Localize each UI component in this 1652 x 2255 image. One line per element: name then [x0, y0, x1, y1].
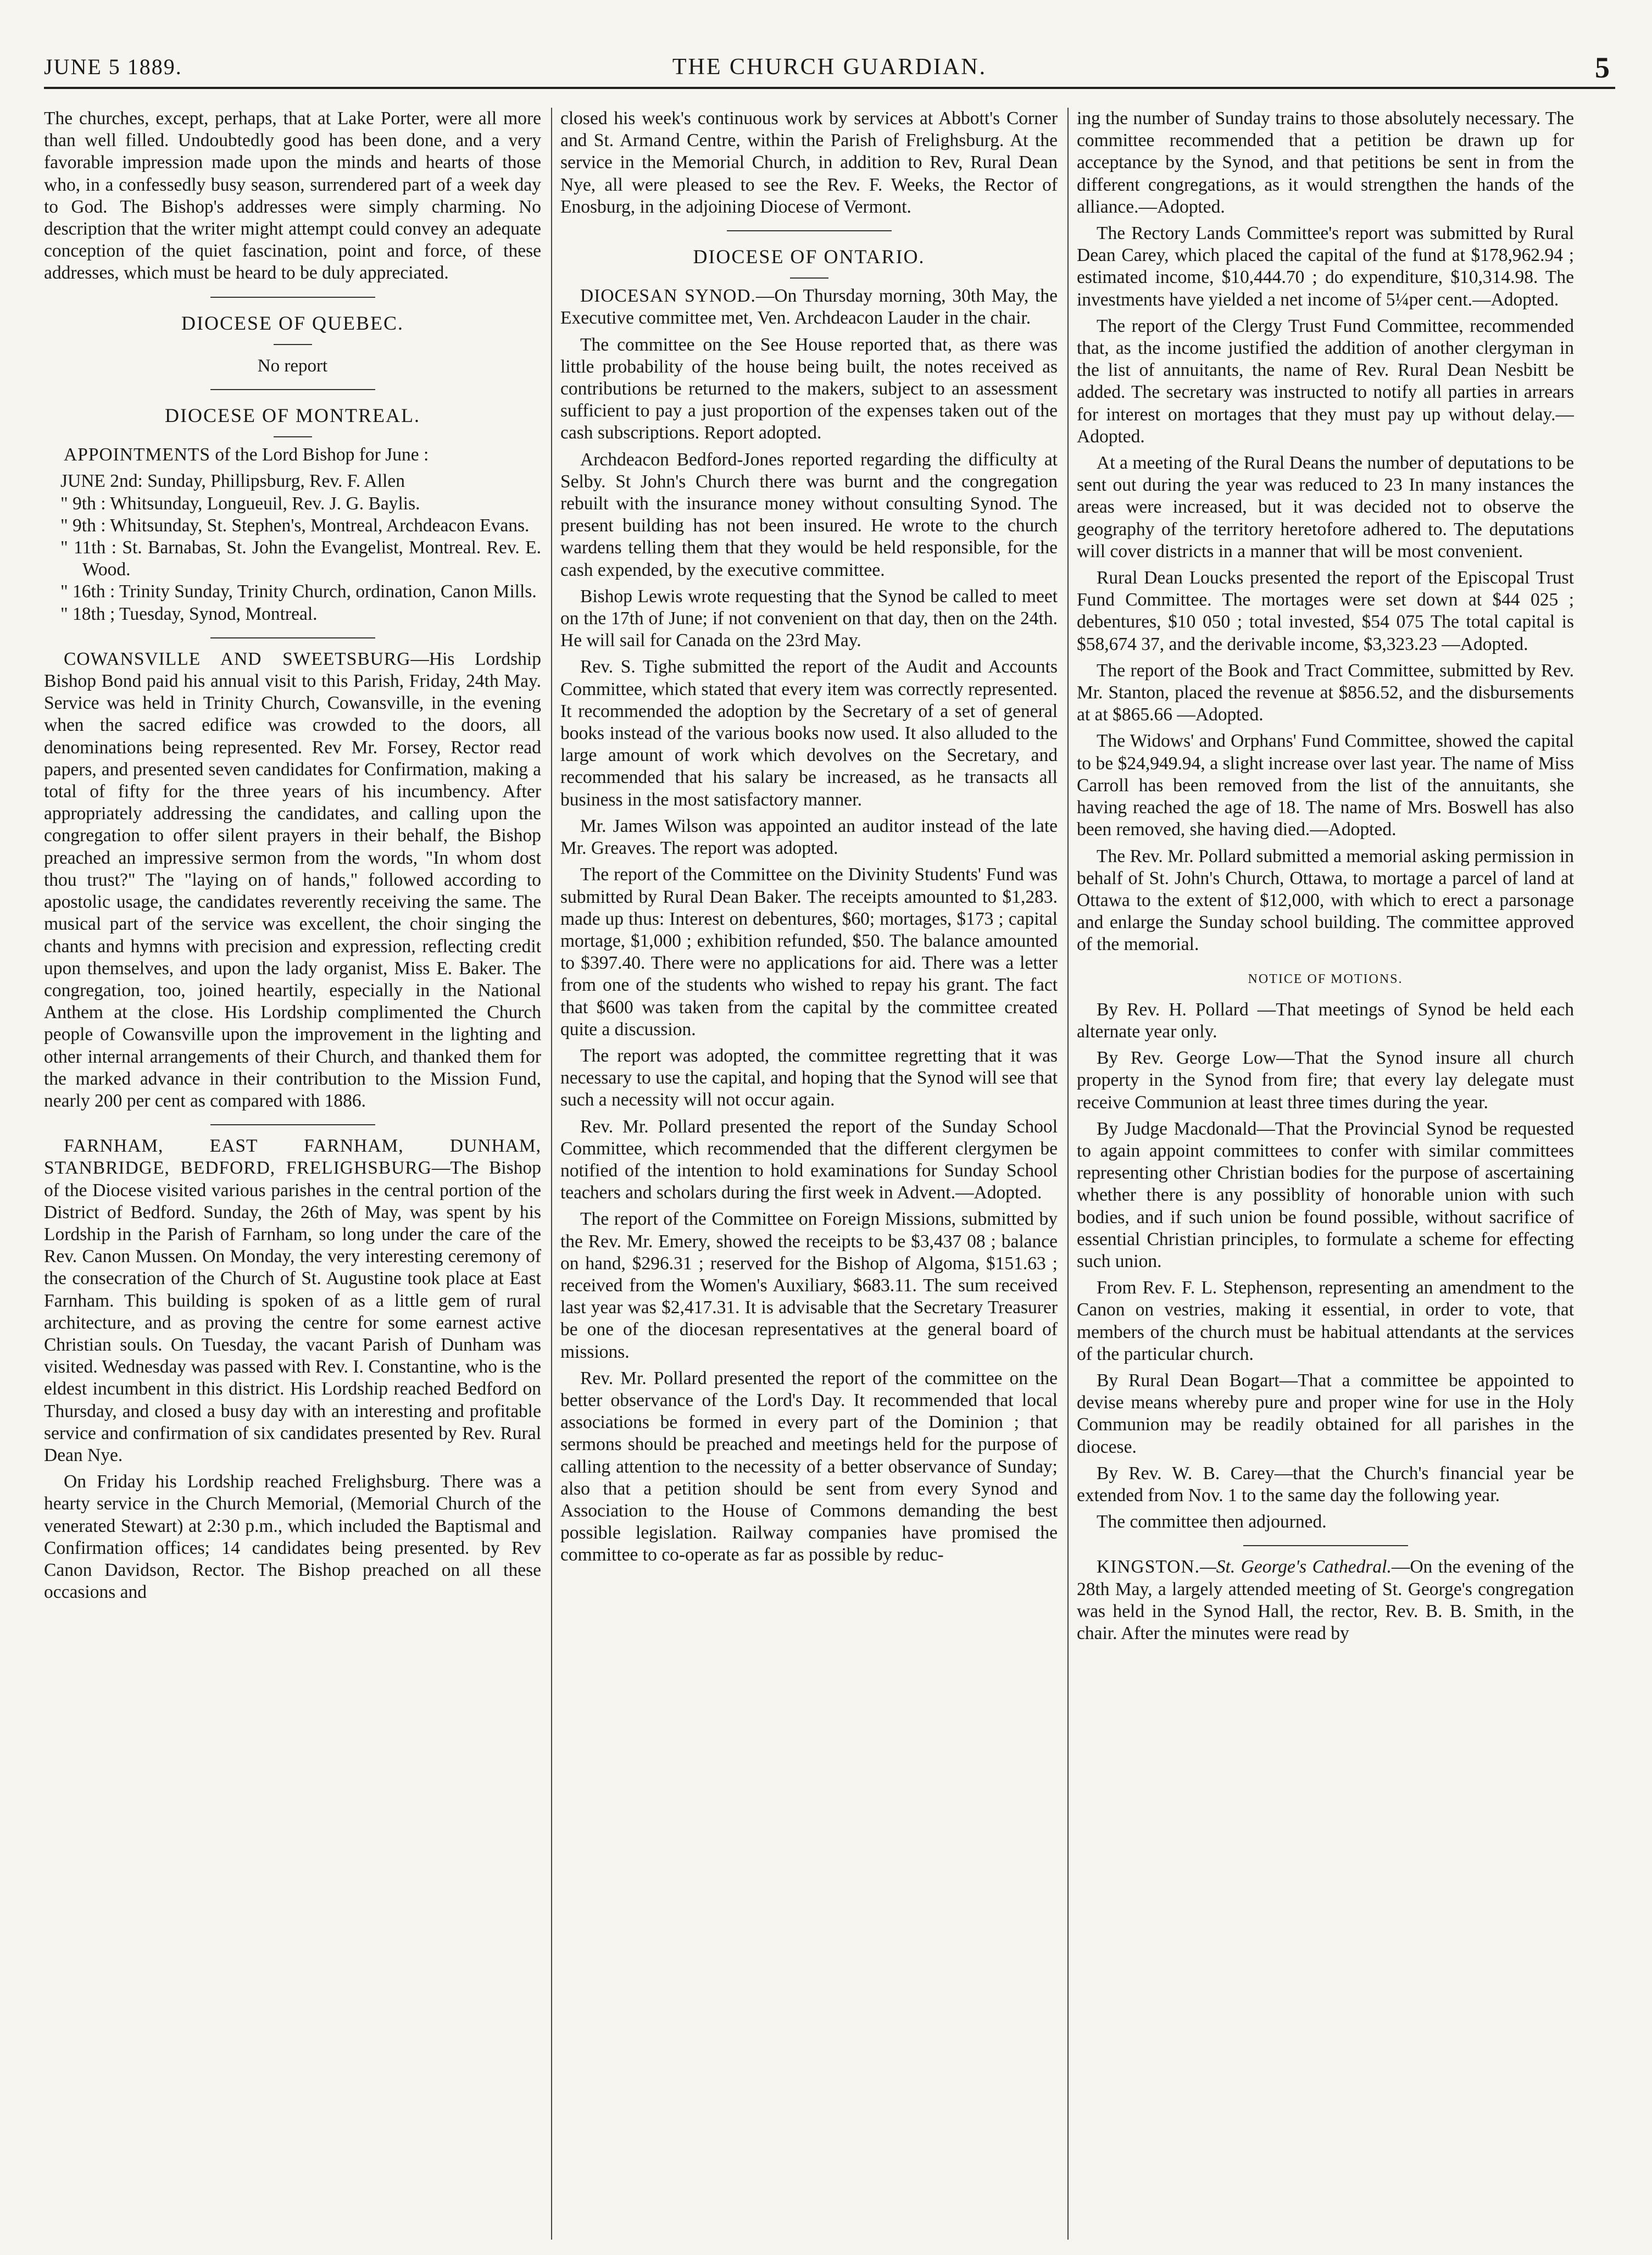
motion-item: By Rev. George Low—That the Synod insure all church property in the Synod from fire; that every lay delegate must receive Communion at least three times during the year. — [1077, 1048, 1574, 1113]
column-1 — [44, 108, 541, 2240]
section-heading-quebec: DIOCESE OF QUEBEC. — [181, 312, 404, 334]
article-synod — [560, 285, 1058, 329]
article-paragraph: The report of the Committee on Foreign Missions, submitted by the Rev. Mr. Emery, showed the receipts to be $3,437 08 ; balance on hand, $296.31 ; reserved for the Bishop of Algoma, $151.63 ; received from the Women's Auxiliary, $683.11. The sum received last year was $2,417.31. It is advisable that the Secretary Treasurer be one of the diocesan representatives at the general board of missions. — [560, 1209, 1058, 1362]
article-paragraph: Bishop Lewis wrote requesting that the Synod be called to meet on the 17th of June; if not convenient on that day, then on the 24th. He will sail for Canada on the 23rd May. — [560, 586, 1058, 651]
article-text: —On the evening of the 28th May, a largely attended meeting of St. George's congregation was held in the Synod Hall, the rector, Rev. B. B. Smith, in the chair. After the minutes were read by — [1077, 1557, 1574, 1643]
section-divider — [210, 637, 375, 638]
article-paragraph: Rev. Mr. Pollard presented the report of the Sunday School Committee, which recommended that the different clergymen be notified of the intention to hold examinations for Sunday School teachers and scholars during the first week in Advent.—Adopted. — [560, 1116, 1058, 1203]
motion-item: From Rev. F. L. Stephenson, representing an amendment to the Canon on vestries, making it essential, in order to vote, that members of the church must be habitual attendants at the services of the particular church. — [1077, 1278, 1574, 1364]
article-paragraph: Rev. Mr. Pollard presented the report of the committee on the better observance of the Lord's Day. It recommended that local associations be formed in every part of the Dominion ; that sermons should be preached and meetings held for the purpose of calling attention to the necessity of a better observance of Sunday; also that a petition should be sent from every Synod and Association to the House of Commons demanding the best possible legislation. Railway companies have promised the committee to co-operate as far as possible by reduc- — [560, 1368, 1058, 1565]
article-cowansville — [44, 648, 541, 1112]
motions-heading: NOTICE OF MOTIONS. — [1248, 971, 1403, 986]
page-header — [44, 51, 1615, 89]
appointments-intro — [44, 444, 541, 466]
article-paragraph: The report was adopted, the committee regretting that it was necessary to use the capital, and hoping that the Synod will see that such a necessity will not occur again. — [560, 1045, 1058, 1110]
section-divider — [210, 389, 375, 390]
motion-item: By Rural Dean Bogart—That a committee be appointed to devise means whereby pure and proper wine for use in the Holy Communion may be readily obtained for all parishes in the diocese. — [1077, 1370, 1574, 1457]
article-paragraph: The report of the Committee on the Divinity Students' Fund was submitted by Rural Dean Baker. The receipts amounted to $1,283. made up thus: Interest on debentures, $60; mortages, $173 ; capital mortage, $1,000 ; exhibition refunded, $50. The balance amounted to $397.40. There were no applications for aid. There was a letter from one of the students who wished to repay his grant. The fact that $600 was taken from the capital by the committee created quite a discussion. — [560, 864, 1058, 1040]
column-2 — [560, 108, 1058, 2240]
article-kingston — [1077, 1556, 1574, 1645]
appointment-item: " 9th : Whitsunday, Longueuil, Rev. J. G. Baylis. — [60, 493, 420, 514]
article-text: —His Lordship Bishop Bond paid his annual visit to this Parish, Friday, 24th May. Service was held in Trinity Church, Cowansville, in the evening when the sacred edifice was crowded to the doors, all denominations being represented. Rev Mr. Forsey, Rector read papers, and presented seven candidates for Confirmation, making a total of fifty for the three years of his incumbency. After appropriately addressing the candidates, and calling upon the congregation to offer silent prayers in their behalf, the Bishop preached an impressive sermon from the words, "In whom dost thou trust?" The "laying on of hands," followed according to apostolic usage, the candidates reverently receiving the same. The musical part of the service was excellent, the choir singing the chants and hymns with precision and expression, reflecting credit upon themselves, and upon the lady organist, Miss E. Baker. The congregation, too, joined heartily, especially in the National Anthem at the close. His Lordship complimented the Church people of Cowansville upon the improvement in the lighting and other internal arrangements of their Church, and thanked them for the marked advance in their contribution to the Mission Fund, nearly 200 per cent as compared with 1886. — [44, 648, 541, 1111]
article-lead: DIOCESAN SYNOD. — [580, 286, 756, 307]
motion-item: The committee then adjourned. — [1097, 1512, 1327, 1532]
article-paragraph: The committee on the See House reported that, as there was little probability of the house being built, the notes received as contributions be returned to the makers, subject to an assessment sufficient to pay a just proportion of the expenses taken out of the cash subscriptions. Report adopted. — [560, 334, 1058, 443]
article-text: —The Bishop of the Diocese visited various parishes in the central portion of the District of Bedford. Sunday, the 26th of May, was spent by his Lordship in the Parish of Farnham, so long under the care of the Rev. Canon Mussen. On Monday, the very interesting ceremony of the consecration of the Church of St. Augustine took place at East Farnham. This building is spoken of as a little gem of rural architecture, and as proving the centre for some earnest active Christian souls. On Tuesday, the vacant Parish of Dunham was visited. Wednesday was passed with Rev. I. Constantine, who is the eldest incumbent in this district. His Lordship reached Bedford on Thursday, and closed a busy day with an interesting and profitable service and confirmation of six candidates presented by Rev. Rural Dean Nye. — [44, 1158, 541, 1465]
motion-item: By Rev. W. B. Carey—that the Church's financial year be extended from Nov. 1 to the same day the following year. — [1077, 1463, 1574, 1506]
section-divider — [210, 297, 375, 298]
page-number: 5 — [1595, 51, 1610, 84]
section-divider — [274, 436, 312, 437]
quebec-report-note: No report — [257, 356, 328, 376]
appointment-item: " 18th ; Tuesday, Synod, Montreal. — [60, 603, 318, 624]
article-paragraph: The report of the Book and Tract Committee, submitted by Rev. Mr. Stanton, placed the revenue at $856.52, and the disbursements at at $865.66 —Adopted. — [1077, 660, 1574, 725]
appointment-item: " 11th : St. Barnabas, St. John the Evangelist, Montreal. Rev. E. Wood. — [60, 537, 541, 580]
article-paragraph: Archdeacon Bedford-Jones reported regarding the difficulty at Selby. St John's Church there was burnt and the congregation rebuilt with the insurance money without consulting Synod. The present building has not been insured. He wrote to the church wardens telling them that they would be held responsible, for the cash expended, by the executive committee. — [560, 449, 1058, 580]
article-paragraph: At a meeting of the Rural Deans the number of deputations to be sent out during the year was reduced to 23 In many instances the areas were increased, but it was decided not to observe the geography of the territory heretofore adhered to. The deputations will cover districts in a manner that will be most convenient. — [1077, 453, 1574, 562]
appointment-item: " 9th : Whitsunday, St. Stephen's, Montreal, Archdeacon Evans. — [60, 515, 530, 536]
article-lead: COWANSVILLE AND SWEETSBURG — [64, 648, 411, 669]
appointment-item: " 16th : Trinity Sunday, Trinity Church, ordination, Canon Mills. — [60, 581, 537, 602]
appointments-intro-text: of the Lord Bishop for June : — [215, 445, 429, 465]
article-paragraph: On Friday his Lordship reached Frelighsburg. There was a hearty service in the Church Memorial, (Memorial Church of the venerated Stewart) at 2:30 p.m., which included the Baptismal and Confirmation offices; 14 candidates being presented. by Rev Canon Davidson, Rector. The Bishop preached on all these occasions and — [44, 1471, 541, 1603]
section-heading-montreal: DIOCESE OF MONTREAL. — [164, 404, 420, 427]
article-paragraph: The Rectory Lands Committee's report was submitted by Rural Dean Carey, which placed the capital of the fund at $178,962.94 ; estimated income, $10,444.70 ; do expenditure, $10,314.98. The investments have yielded a net income of 5¼per cent.—Adopted. — [1077, 223, 1574, 310]
article-paragraph: The report of the Clergy Trust Fund Committee, recommended that, as the income justified the addition of another clergyman in the list of annuitants, the name of Rev. Rural Dean Nesbitt be added. The secretary was instructed to notify all parties in arrears for interest on mortages that they must pay up without delay.—Adopted. — [1077, 315, 1574, 447]
article-lead: KINGSTON. — [1097, 1557, 1200, 1578]
issue-date: JUNE 5 1889. — [44, 54, 182, 79]
appointments-lead: APPOINTMENTS — [64, 445, 210, 465]
article-paragraph: The churches, except, perhaps, that at Lake Porter, were all more than well filled. Undoubtedly good has been done, and a very favorable impression made upon the minds and hearts of those who, in a confessedly busy season, surrendered part of a week day to God. The Bishop's addresses were simply charming. No description that the writer might attempt could convey an adequate conception of the quiet fascination, point and force, of these addresses, which must be heard to be duly appreciated. — [44, 108, 541, 284]
article-subtitle: —St. George's Cathedral. — [1199, 1557, 1392, 1578]
section-heading-ontario: DIOCESE OF ONTARIO. — [693, 246, 925, 268]
section-divider — [727, 230, 892, 231]
article-farnham — [44, 1135, 541, 1467]
article-paragraph: Rev. S. Tighe submitted the report of the Audit and Accounts Committee, which stated that every item was correctly represented. It recommended the adoption by the Secretary of a set of general books instead of the various books now used. It also alluded to the large amount of work which devolves on the Secretary, and recommended that his salary be increased, as he transacts all business in the most satisfactory manner. — [560, 657, 1058, 810]
article-paragraph: The Widows' and Orphans' Fund Committee, showed the capital to be $24,949.94, a slight increase over last year. The name of Miss Carroll has been removed from the list of the annuitants, she having reached the age of 18. The name of Mrs. Boswell has also been removed, she having died.—Adopted. — [1077, 731, 1574, 840]
column-rule — [551, 108, 552, 2240]
article-paragraph: Mr. James Wilson was appointed an auditor instead of the late Mr. Greaves. The report was adopted. — [560, 815, 1058, 859]
section-divider — [1243, 1545, 1408, 1546]
section-divider — [790, 277, 828, 279]
article-paragraph: The Rev. Mr. Pollard submitted a memorial asking permission in behalf of St. John's Church, Ottawa, to mortage a parcel of land at Ottawa to the extent of $12,000, with which to erect a parsonage and enlarge the Sunday school building. The committee approved of the memorial. — [1077, 846, 1574, 955]
motion-item: By Judge Macdonald—That the Provincial Synod be requested to again appoint committees to confer with similar committees representing other Christian bodies for the purpose of ascertaining whether there is any possiblity of honorable union with such bodies, and if such union be found possible, without sacrifice of essential Christian principles, to formulate a scheme for effecting such union. — [1077, 1118, 1574, 1271]
article-text: —On Thursday morning, 30th May, the Executive committee met, Ven. Archdeacon Lauder in the chair. — [560, 286, 1058, 329]
article-paragraph: closed his week's continuous work by services at Abbott's Corner and St. Armand Centre, within the Parish of Frelighsburg. At the service in the Memorial Church, in addition to Rev, Rural Dean Nye, all were pleased to see the Rev. F. Weeks, the Rector of Enosburg, in the adjoining Diocese of Vermont. — [560, 108, 1058, 217]
motion-item: By Rev. H. Pollard —That meetings of Synod be held each alternate year only. — [1077, 999, 1574, 1042]
section-divider — [210, 1124, 375, 1125]
article-lead: FARNHAM, EAST FARNHAM, DUNHAM, STANBRIDGE, BEDFORD, FRELIGHSBURG — [44, 1136, 541, 1179]
article-paragraph: ing the number of Sunday trains to those absolutely necessary. The committee recommended that a petition be drawn up for acceptance by the Synod, and that petitions be sent in from the different congregations, as it would strengthen the hands of the alliance.—Adopted. — [1077, 108, 1574, 217]
column-3 — [1077, 108, 1574, 2240]
appointment-item: JUNE 2nd: Sunday, Phillipsburg, Rev. F. Allen — [60, 471, 405, 492]
appointments-list — [44, 470, 541, 625]
section-divider — [274, 344, 312, 345]
masthead-title: THE CHURCH GUARDIAN. — [672, 54, 987, 80]
article-paragraph: Rural Dean Loucks presented the report of the Episcopal Trust Fund Committee. The mortages were set down at $44 025 ; debentures, $10 050 ; total invested, $54 075 The total capital is $58,674 37, and the derivable income, $3,323.23 —Adopted. — [1077, 568, 1574, 654]
column-rule — [1067, 108, 1069, 2240]
